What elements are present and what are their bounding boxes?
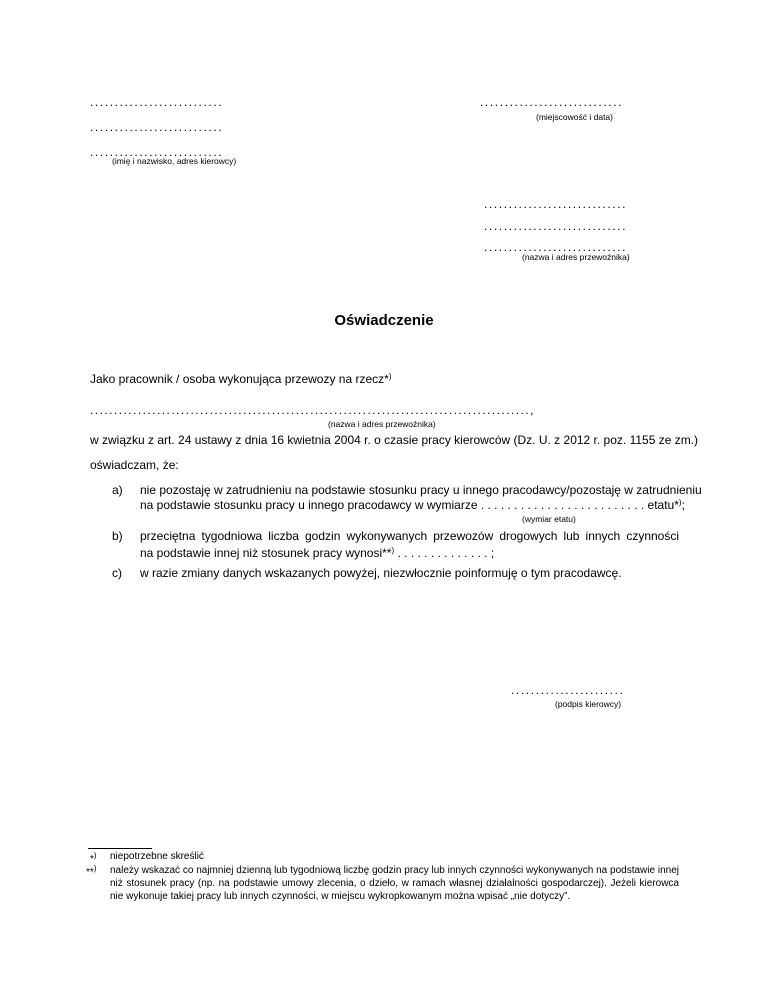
driver-dots-line-1: ...........................	[90, 95, 224, 109]
intro-declare: oświadczam, że:	[90, 458, 179, 472]
item-a-end: ;	[681, 498, 685, 512]
item-b-line-2-text: na podstawie innej niż stosunek pracy wynosi**	[140, 546, 392, 560]
item-a-footnote-ref: )	[678, 498, 682, 507]
intro-dots-line: ............................................................................................,	[90, 403, 535, 417]
document-title: Oświadczenie	[334, 312, 434, 329]
footnote-separator	[88, 848, 152, 849]
item-c-line-1: w razie zmiany danych wskazanych powyżej, niezwłocznie poinformuję o tym pracodawcę.	[140, 566, 622, 580]
footnote-2-asterisks: **	[86, 867, 94, 878]
footnote-1-asterisk: *	[90, 854, 94, 865]
footnote-1-text: niepotrzebne skreślić	[110, 851, 204, 862]
item-a-marker: a)	[112, 483, 123, 497]
carrier-dots-line-3: .............................	[484, 240, 628, 254]
footnote-2-text: należy wskazać co najmniej dzienną lub tygodniową liczbę godzin pracy lub innych czynności wykonywanych na podstawie innej niż stosunek pracy (np. na podstawie umowy zlecenia, o dzieło, w ramach własnej działalności gospodarczej). Jeżeli kierowca nie wykonuje takiej pracy lub innych czynności, w miejscu wykropkowanym można wpisać „nie dotyczy”.	[110, 865, 679, 902]
item-a-line-2	[140, 498, 685, 512]
item-b-marker: b)	[112, 529, 123, 543]
item-a-line-2-text: na podstawie stosunku pracy u innego pracodawcy w wymiarze . . . . . . . . . . . . . . . . . . . . . . . . . etatu*	[140, 498, 679, 512]
place-date-label: (miejscowość i data)	[536, 112, 613, 122]
item-c-marker: c)	[112, 566, 122, 580]
carrier-dots-line-2: .............................	[484, 219, 628, 233]
carrier-dots-line-1: .............................	[484, 197, 628, 211]
footnote-1-marker	[90, 851, 97, 865]
intro-context: w związku z art. 24 ustawy z dnia 16 kwietnia 2004 r. o czasie pracy kierowców (Dz. U. z 2012 r. poz. 1155 ze zm.)	[90, 433, 699, 447]
intro-text	[90, 372, 391, 386]
item-a-line-1: nie pozostaję w zatrudnieniu na podstawie stosunku pracy u innego pracodawcy/pozostaję w zatrudnieniu	[140, 483, 702, 497]
driver-dots-line-3: ...........................	[90, 145, 224, 159]
signature-label: (podpis kierowcy)	[555, 699, 622, 709]
item-b-line-1: przeciętna tygodniowa liczba godzin wykonywanych przewozów drogowych lub innych czynności	[140, 529, 679, 543]
footnote-2-marker	[86, 864, 96, 878]
footnote-1-paren: )	[93, 851, 97, 860]
place-date-dots: .............................	[480, 95, 624, 109]
driver-label: (imię i nazwisko, adres kierowcy)	[112, 156, 237, 166]
intro-dots-label: (nazwa i adres przewoźnika)	[328, 419, 436, 429]
item-a-label: (wymiar etatu)	[522, 514, 576, 524]
carrier-label: (nazwa i adres przewoźnika)	[522, 252, 630, 262]
item-b-footnote-ref: )	[391, 546, 395, 555]
signature-dots: .......................	[511, 683, 625, 697]
intro-text-main: Jako pracownik / osoba wykonująca przewozy na rzecz*	[90, 372, 389, 386]
intro-footnote-ref: )	[388, 372, 392, 381]
item-b-line-2	[140, 546, 494, 560]
footnote-2-paren: )	[93, 864, 97, 873]
driver-dots-line-2: ...........................	[90, 120, 224, 134]
item-b-end: . . . . . . . . . . . . . . ;	[394, 546, 495, 560]
